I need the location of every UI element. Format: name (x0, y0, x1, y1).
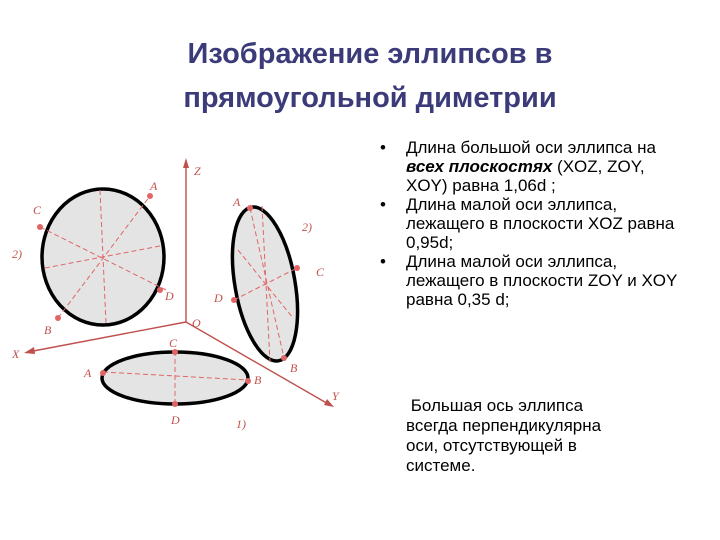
label-left-c: C (33, 203, 42, 217)
label-y: Y (332, 389, 339, 403)
bullet-dot: • (380, 195, 386, 214)
bullet-item (380, 252, 680, 309)
bullet-text: Длина малой оси эллипса, лежащего в плоскости XOZ равна 0,95d; (406, 195, 675, 252)
label-left-num: 2) (12, 247, 22, 261)
point-d-right (231, 297, 237, 303)
slide-title (120, 32, 620, 120)
label-bottom-c: C (169, 336, 178, 350)
bullet-dot: • (380, 138, 386, 157)
bullet-emphasis: всех плоскостях (406, 157, 553, 176)
label-left-d: D (165, 289, 174, 303)
label-x: X (12, 347, 20, 361)
bullet-text (406, 138, 680, 195)
point-d-bottom (172, 401, 178, 407)
label-right-num: 2) (302, 220, 312, 234)
dimetric-ellipses-diagram (0, 150, 370, 450)
point-b-left (55, 315, 61, 321)
label-right-d: D (214, 291, 223, 305)
bullet-item (380, 138, 680, 195)
label-right-a: A (233, 195, 241, 209)
bullet-item (380, 195, 680, 252)
label-bottom-b: B (254, 373, 262, 387)
note-line: системе. (406, 456, 476, 475)
note-line: оси, отсутствующей в (406, 436, 577, 455)
z-axis-arrow (183, 158, 189, 168)
label-o: O (192, 316, 201, 330)
bullet-text: Длина малой оси эллипса, лежащего в плоскости ZOY и XOY равна 0,35 d; (406, 252, 678, 309)
bullet-dot: • (380, 252, 386, 271)
point-a-left (147, 193, 153, 199)
bullet-text-part: (XOZ, ZOY, XOY) равна 1,06d ; (406, 157, 645, 195)
label-right-b: B (290, 361, 298, 375)
note-line: Большая ось эллипса (406, 396, 584, 415)
bullet-list (380, 138, 680, 309)
ellipse-xoy (100, 349, 251, 407)
point-c-left (37, 224, 43, 230)
x-axis-arrow (24, 347, 35, 354)
label-z: Z (194, 164, 201, 178)
title-line-2: прямоугольной диметрии (183, 82, 557, 114)
point-a-right (247, 205, 253, 211)
label-left-a: A (150, 179, 158, 193)
note-line: всегда перпендикулярна (406, 416, 602, 435)
ellipse-zoy (222, 202, 308, 366)
note-text (406, 396, 646, 476)
label-bottom-a: A (84, 366, 92, 380)
point-b-right (281, 355, 287, 361)
label-left-b: B (44, 323, 52, 337)
bullet-text-part: Длина большой оси эллипса на (406, 138, 656, 157)
point-d-left (157, 287, 163, 293)
point-a-bottom (100, 370, 106, 376)
label-bottom-d: D (171, 413, 180, 427)
title-line-1: Изображение эллипсов в (187, 38, 553, 70)
ellipse-xoz (37, 189, 166, 325)
label-right-c: C (316, 265, 325, 279)
point-c-right (294, 265, 300, 271)
label-bottom-num: 1) (236, 417, 246, 431)
point-b-bottom (245, 378, 251, 384)
